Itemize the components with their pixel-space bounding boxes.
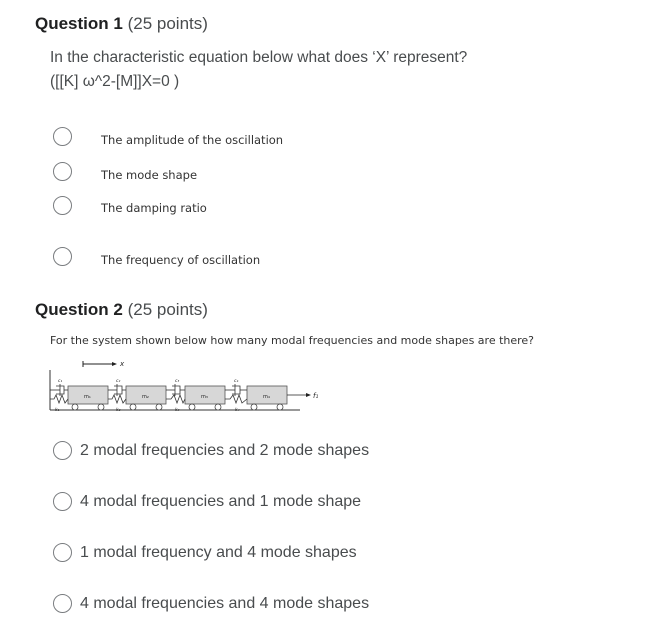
displacement-arrow <box>83 361 117 367</box>
mass-1-label: m₁ <box>84 394 91 400</box>
mass-2-label: m₂ <box>142 394 149 400</box>
x-label: x <box>120 360 125 368</box>
spring-2-label: k₂ <box>116 408 121 413</box>
damper-2-label: c₂ <box>116 379 121 384</box>
spring-4 <box>225 395 247 403</box>
question-2-option-4-radio[interactable] <box>53 594 72 613</box>
question-1-title <box>35 14 208 34</box>
question-2-option-3-label[interactable]: 1 modal frequency and 4 mode shapes <box>80 544 357 561</box>
question-2-prompt: For the system shown below how many modal frequencies and mode shapes are there? <box>50 334 535 347</box>
question-1-option-3-radio[interactable] <box>53 196 72 215</box>
question-1-option-2-label[interactable]: The mode shape <box>101 168 198 182</box>
mass-3-label: m₃ <box>201 394 208 400</box>
damper-3-label: c₃ <box>175 379 180 384</box>
question-2-number: Question 2 <box>35 300 123 319</box>
spring-1-label: k₁ <box>55 408 60 413</box>
mass-4-label: m₄ <box>263 394 270 400</box>
question-1-option-1-label[interactable]: The amplitude of the oscillation <box>101 133 284 147</box>
damper-1-label: c₁ <box>58 379 63 384</box>
question-1-option-1-radio[interactable] <box>53 127 72 146</box>
question-1-option-4-radio[interactable] <box>53 247 72 266</box>
spring-4-label: k₄ <box>235 408 240 413</box>
spring-3-label: k₃ <box>175 408 180 413</box>
damper-2 <box>108 384 126 396</box>
damper-3 <box>166 384 185 396</box>
question-2-points: (25 points) <box>127 300 208 319</box>
question-2-option-1-radio[interactable] <box>53 441 72 460</box>
force-label: f₁ <box>313 392 319 400</box>
question-2-option-2-label[interactable]: 4 modal frequencies and 1 mode shape <box>80 493 362 510</box>
spring-3 <box>166 395 185 403</box>
damper-4-label: c₄ <box>234 379 239 384</box>
question-1-option-2-radio[interactable] <box>53 162 72 181</box>
question-2-title <box>35 300 208 320</box>
question-1-option-4-label[interactable]: The frequency of oscillation <box>101 253 261 267</box>
question-1-number: Question 1 <box>35 14 123 33</box>
force-arrow <box>287 393 311 397</box>
damper-4 <box>225 384 247 396</box>
question-2-option-3-radio[interactable] <box>53 543 72 562</box>
question-2-option-1-label[interactable]: 2 modal frequencies and 2 mode shapes <box>80 442 370 459</box>
question-1-option-3-label[interactable]: The damping ratio <box>101 201 207 215</box>
spring-1 <box>50 395 68 403</box>
question-2-option-2-radio[interactable] <box>53 492 72 511</box>
question-1-prompt-line2: ([[K] ω^2-[M]]X=0 ) <box>50 73 180 90</box>
damper-1 <box>50 384 68 396</box>
spring-2 <box>108 395 126 403</box>
question-1-prompt-line1: In the characteristic equation below what does ‘X’ represent? <box>50 49 468 66</box>
question-2-option-4-label[interactable]: 4 modal frequencies and 4 mode shapes <box>80 595 370 612</box>
mass-spring-damper-figure <box>42 355 332 415</box>
question-1-points: (25 points) <box>127 14 208 33</box>
